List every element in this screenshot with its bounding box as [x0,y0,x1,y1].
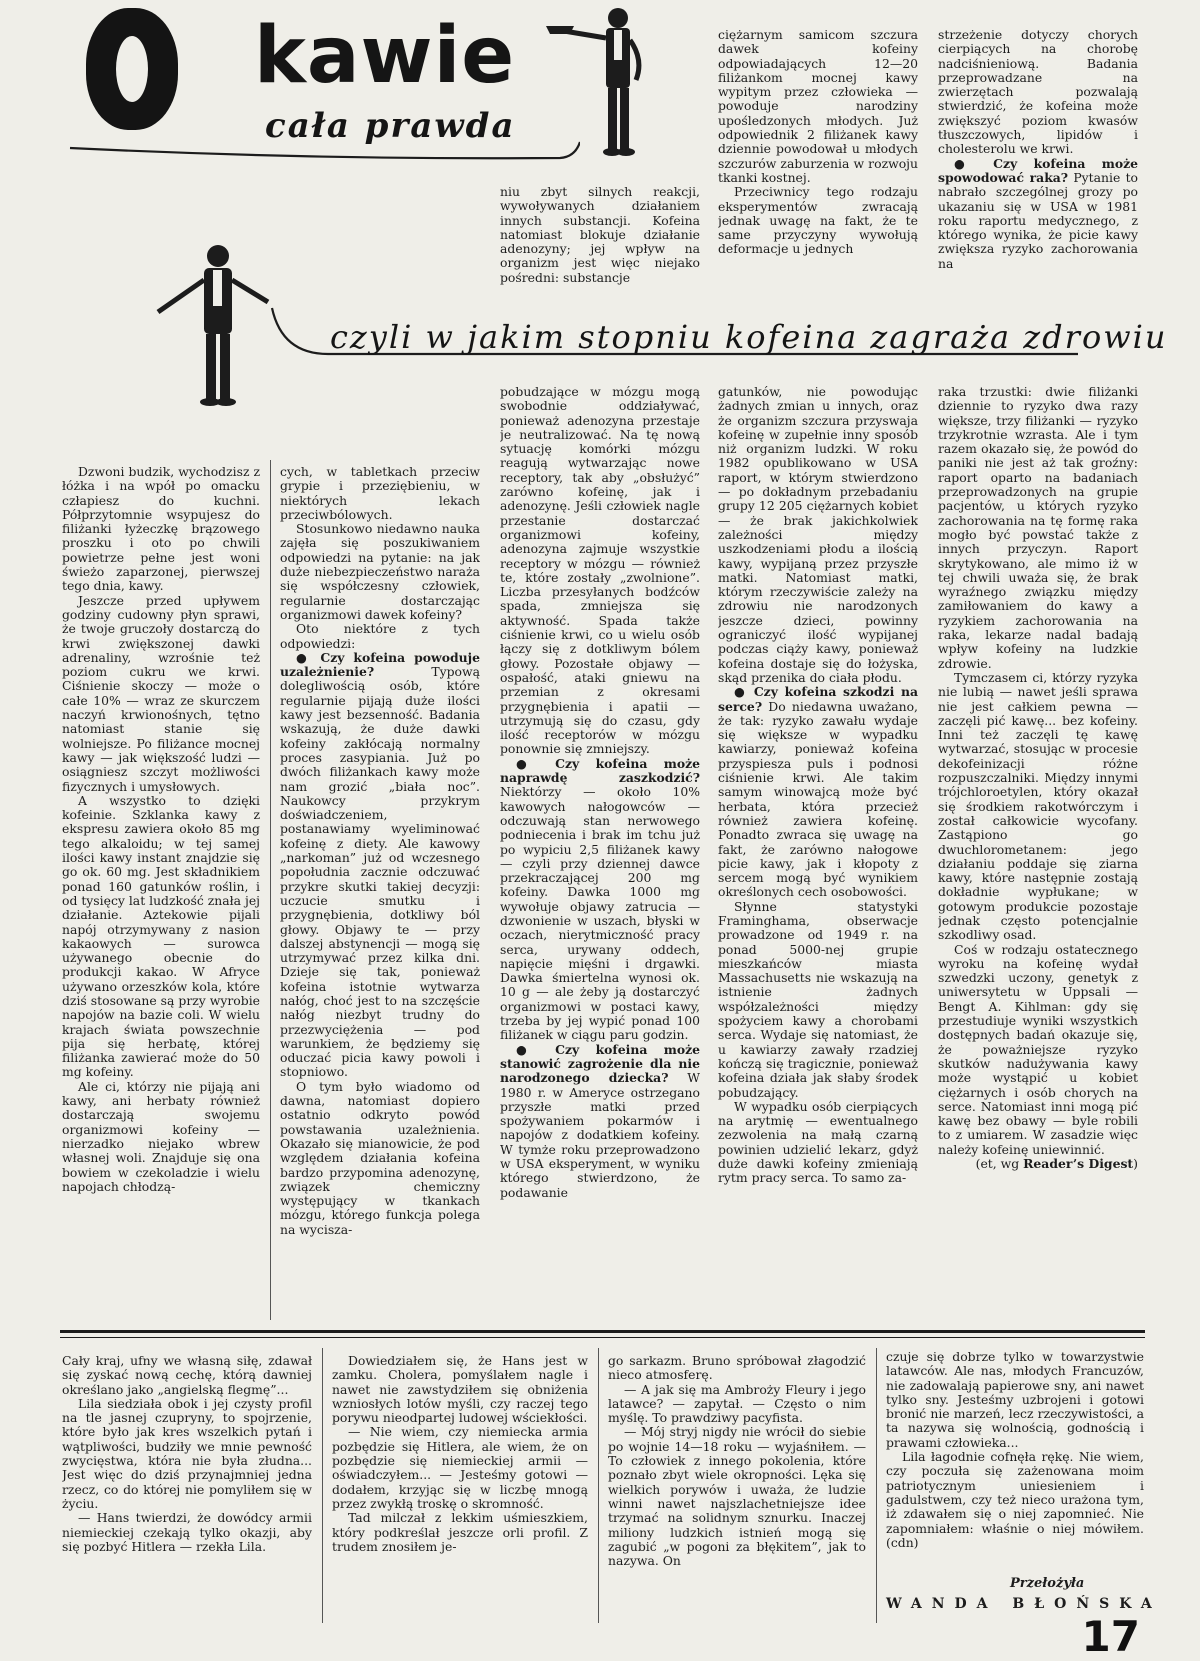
title-big-letter-o [86,8,178,130]
column-divider [876,1348,877,1623]
paragraph: Coś w rodzaju ostatecznego wyroku na kofeinę wydał szwedzki uczony, genetyk z uniwersytetu w Uppsali — Bengt A. Kihlman: gdy się przestudiuje wyniki wszystkich dostępnych badań okazuje się, że poważniejsze ryzyko skutków nadużywania kawy może wystąpić u kobiet ciężarnych i osób chorych na serce. Natomiast inni mogą pić kawę bez obawy — byle robili to z umiarem. W zasadzie więc należy kofeinę uniewinnić. [938,941,1138,1157]
question-heading: ● Czy kofeina powoduje uzależnienie? [280,649,480,680]
paragraph: Jeszcze przed upływem godziny cudowny płyn sprawi, że twoje gruczoły dostarczą do krwi zwiększonej dawki adrenaliny, wzrośnie też poziom cukru we krwi. Ciśnienie skoczy — może o całe 10% — wraz ze skurczem naczyń krwionośnych, tętno natomiast stanie się wolniejsze. Po filiżance mocnej kawy — jak większość ludzi — osiągniesz szczyt możliwości fizycznych i umysłowych. [62,592,260,794]
story-column-2 [332,1354,588,1624]
paragraph: Stosunkowo niedawno nauka zajęła się poszukiwaniem odpowiedzi na pytanie: na jak duże niebezpieczeństwo naraża się współczesny człowiek, regularnie dostarczając organizmowi dawek kofeiny? [280,521,480,622]
top-column-3 [500,185,700,285]
paragraph: Lila siedziała obok i jej czysty profil na tle jasnej czupryny, to spojrzenie, które było jak kres wszelkich pytań i wątpliwości, budziły we mnie pewność zwycięstwa, która nie była złudna... Jest więc do dziś przynajmniej jedna rzecz, co do której nie pomyliłem się w życiu. [62,1395,312,1511]
question-heading: ● Czy kofeina może stanowić zagrożenie dla nie narodzonego dziecka? [500,1041,700,1086]
paragraph: Ale ci, którzy nie pijają ani kawy, ani herbaty również dostarczają swojemu organizmowi kofeiny — nierzadko niejako wbrew własnej woli. Znajduje się ona bowiem w czekoladzie i wielu napojach chłodzą- [62,1078,260,1194]
paragraph: raka trzustki: dwie filiżanki dziennie to ryzyko dwa razy większe, trzy filiżanki — ryzyko trzykrotnie wzrasta. Ale i tym razem okazało się, że powód do paniki nie jest aż tak groźny: raport oparto na badaniach przeprowadzonych na grupie pacjentów, u których ryzyko zachorowania na tę formę raka mogło być powstać także z innych przyczyn. Raport skrytykowano, ale mimo iż w tej chwili uważa się, że brak wyraźnego związku między zamiłowaniem do kawy a ryzykiem zachorowania na raka, lekarze nadal badają wpływ kofeiny na ludzkie zdrowie. [938,385,1138,671]
paragraph: Dowiedziałem się, że Hans jest w zamku. Cholera, pomyślałem nagle i nawet nie zawstydziłem się obniżenia wzniosłych lotów myśli, czy raczej tego porywu nieodpartej ludowej wściekłości. [332,1354,588,1426]
story-column-4 [886,1350,1144,1574]
section-separator [60,1330,1145,1333]
paragraph: czuje się dobrze tylko w towarzystwie latawców. Ale nas, młodych Francuzów, nie zadowalają papierowe sny, ani nawet tylko sny. Jesteśmy uzbrojeni i gotowi bronić nie marzeń, lecz rzeczywistości, a ta nazywa się wolnością, godnością i prawami człowieka... [886,1350,1144,1450]
story-column-1 [62,1354,312,1624]
credit-line [938,1157,1138,1171]
credit-prefix: (et, wg [975,1156,1024,1172]
title-kawie: kawie [254,11,516,101]
paragraph: go sarkazm. Bruno spróbował złagodzić nieco atmosferę. [608,1354,866,1383]
paragraph: Cały kraj, ufny we własną siłę, zdawał się zyskać nową cechę, którą dawniej określano jako „angielską flegmę”... [62,1354,312,1397]
paragraph: Typową dolegliwością osób, które regularnie pijają duże ilości kawy jest bezsenność. Badania wskazują, że duże dawki kofeiny zakłócają normalny proces zasypiania. Już po dwóch filiżankach kawy może nam grozić „biała noc”. Naukowcy przykrym doświadczeniem, postanawiamy wyeliminować kofeinę z diety. Ale kawowy „narkoman” już od wczesnego popołudnia zacznie odczuwać przykre skutki takiej decyzji: uczucie smutku i przygnębienia, dotkliwy ból głowy. Objawy te — przy dalszej abstynencji — mogą się utrzymywać przez kilka dni. Dzieje się tak, ponieważ kofeina istotnie wytwarza nałóg, choć jest to na szczęście nałóg niezbyt trudny do przezwyciężenia — pod warunkiem, że będziemy się oduczać picia kawy powoli i stopniowo. [280,664,480,1080]
paragraph: Dzwoni budzik, wychodzisz z łóżka i na wpół po omacku człapiesz do kuchni. Półprzytomnie wsypujesz do filiżanki łyżeczkę brązowego proszku i oto po chwili powietrze pełne jest woni świeżo zaparzonej, pierwszej tego dnia, kawy. [62,465,260,594]
credit-source: Reader’s Digest [1023,1156,1134,1172]
paragraph: W 1980 r. w Ameryce ostrzegano przyszłe matki przed spożywaniem pokarmów i napojów z dodatkiem kofeiny. W tymże roku przeprowadzono w USA eksperyment, w wyniku którego stwierdzono, że podawanie [500,1070,700,1200]
paragraph: W wypadku osób cierpiących na arytmię — ewentualnego zezwolenia na małą czarną powinien udzielić lekarz, gdyż duże dawki kofeiny zmieniają rytm pracy serca. To samo za- [718,1098,918,1186]
top-column-5 [938,28,1138,290]
paragraph: — Mój stryj nigdy nie wrócił do siebie po wojnie 14—18 roku — wyjaśniłem. — To człowiek z innego pokolenia, które poznało zbyt wiele okropności. Lęka się wielkich porywów i uważa, że ludzie winni nawet najszlachetniejsze idee trzymać na solidnym sznurku. Inaczej miliony ludzkich istnień mogą się zagubić „w pogoni za błękitem”, jak to nazywa. On [608,1424,866,1569]
translator-name: WANDA BŁOŃSKA [886,1596,1162,1612]
article-subtitle: czyli w jakim stopniu kofeina zagraża zdrowiu [330,318,1168,356]
paragraph: — Hans twierdzi, że dowódcy armii niemieckiej czekają tylko okazji, aby się pozbyć Hitlera — rzekła Lila. [62,1510,312,1554]
question-heading: ● Czy kofeina szkodzi na serce? [718,684,918,714]
question-heading: ● Czy kofeina może spowodować raka? [938,155,1138,185]
credit-suffix: ) [1133,1156,1138,1172]
paragraph: Oto niektóre z tych odpowiedzi: [280,621,480,651]
paragraph: cych, w tabletkach przeciw grypie i przeziębieniu, w niektórych lekach przeciwbólowych. [280,465,480,522]
main-column-1 [62,465,260,1323]
column-divider [322,1348,323,1623]
column-divider [598,1348,599,1623]
paragraph: pobudzające w mózgu mogą swobodnie oddziaływać, ponieważ adenozyna przestaje je neutralizować. Na tę nową sytuację komórki mózgu reagują wytwarzając nowe receptory, tak aby „obsłużyć” zarówno kofeinę, jak i adenozynę. Jeśli człowiek nagle przestanie dostarczać organizmowi kofeiny, adenozyna zajmuje wszystkie receptory w mózgu — również te, które zostały „zwolnione”. Liczba przesyłanych bodźców spada, zmniejsza się aktywność. Spada także ciśnienie krwi, co u wielu osób łączy się z dotkliwym bólem głowy. Pozostałe objawy — ospałość, ataki gniewu na przemian z okresami przygnębienia i apatii — utrzymują się do czasu, gdy ilość receptorów w mózgu ponownie się zmniejszy. [500,385,700,757]
paragraph: niu zbyt silnych reakcji, wywoływanych działaniem innych substancji. Kofeina natomiast blokuje działanie adenozyny; jej wpływ na organizm jest więc niejako pośredni: substancje [500,185,700,285]
story-column-3 [608,1354,866,1624]
paragraph: ciężarnym samicom szczura dawek kofeiny odpowiadających 12—20 filiżankom mocnej kawy wypitym przez człowieka — powoduje narodziny upośledzonych młodych. Już odpowiednik 2 filiżanek kawy dziennie powodował u młodych szczurów zaburzenia w rozwoju tkanki kostnej. [718,28,918,185]
top-column-4 [718,28,918,290]
title-cala-prawda: cała prawda [265,106,516,146]
paragraph: Niektórzy — około 10% kawowych nałogowców — odczuwają stan nerwowego podniecenia i brak im tchu już po wypiciu 2,5 filiżanek kawy — czyli przy dziennej dawce przekraczającej 200 mg kofeiny. Dawka 1000 mg wywołuje objawy zatrucia — dzwonienie w uszach, błyski w oczach, nierytmiczność pracy serca, urywany oddech, napięcie mięśni i drgawki. Dawka śmiertelna wynosi ok. 10 g — ale żeby ją dostarczyć organizmowi w postaci kawy, trzeba by jej wypić ponad 100 filiżanek w ciągu paru godzin. [500,784,700,1043]
paragraph: Lila łagodnie cofnęła rękę. Nie wiem, czy poczuła się zażenowana moim patriotycznym uniesieniem i gadulstwem, czy też nieco urażona tym, iż zdawałem się o niej zapomnieć. Nie zapomniałem: właśnie o niej mówiłem. (cdn) [886,1449,1144,1550]
paragraph: Przeciwnicy tego rodzaju eksperymentów zwracają jednak uwagę na fakt, że te same przyczyny wywołują deformacje u jednych [718,184,918,257]
main-column-3 [500,385,700,1323]
paragraph: Pytanie to nabrało szczególnej grozy po ukazaniu się w USA w 1981 roku raportu medycznego, z którego wynika, że picie kawy zwiększa ryzyko zachorowania na [938,169,1138,271]
paragraph: strzeżenie dotyczy chorych cierpiących na chorobę nadciśnieniową. Badania przeprowadzane na zwierzętach pozwalają stwierdzić, że kofeina może zwiększyć poziom kwasów tłuszczowych, lipidów i cholesterolu we krwi. [938,28,1138,157]
translator-label: Przełożyła [1010,1576,1085,1591]
paragraph: Słynne statystyki Framinghama, obserwacje prowadzone od 1949 r. na ponad 5000-nej grupie mieszkańców miasta Massachusetts nie wskazują na istnienie żadnych współzależności między spożyciem kawy a chorobami serca. Wydaje się natomiast, że u kawiarzy zawały rzadziej kończą się tragicznie, ponieważ kofeina działa jak słaby środek pobudzający. [718,898,918,1100]
paragraph: A wszystko to dzięki kofeinie. Szklanka kawy z ekspresu zawiera około 85 mg tego alkaloidu; w tej samej ilości kawy instant znajdzie się go ok. 60 mg. Jest składnikiem ponad 160 gatunków roślin, i od tysięcy lat ludzkość znała jej działanie. Aztekowie pijali napój otrzymywany z nasion kakaowych — surowca używanego obecnie do produkcji kakao. W Afryce używano orzeszków kola, które dziś stosowane są przy wyrobie napojów na bazie coli. W wielu krajach świata powszechnie pija się herbatę, której filiżanka zawierać może do 50 mg kofeiny. [62,792,260,1080]
paragraph: — Nie wiem, czy niemiecka armia pozbędzie się Hitlera, ale wiem, że on pozbędzie się niemieckiej armii — oświadczyłem... — Jesteśmy gotowi — dodałem, krzyjąc się w liczbę mnogą przez zwykłą troskę o skromność. [332,1424,588,1511]
paragraph: gatunków, nie powodując żadnych zmian u innych, oraz że organizm szczura przyswaja kofeinę w zupełnie inny sposób niż organizm ludzki. W roku 1982 opublikowano w USA raport, w którym stwierdzono — po dokładnym przebadaniu grupy 12 205 ciężarnych kobiet — że brak jakichkolwiek zależności między uszkodzeniami płodu a ilością kawy, wypijaną przez przyszłe matki. Natomiast matki, którym rzeczywiście zależy na zdrowiu nie narodzonych jeszcze dzieci, powinny ograniczyć ilość wypijanej podczas ciąży kawy, ponieważ kofeina dostaje się do łożyska, skąd przenika do ciała płodu. [718,385,918,685]
header-frame [60,120,580,170]
paragraph: Tad milczał z lekkim uśmieszkiem, który podkreślał jeszcze orli profil. Z trudem znosiłem je- [332,1510,588,1554]
question-heading: ● Czy kofeina może naprawdę zaszkodzić? [500,755,700,786]
main-column-5 [938,385,1138,1323]
paragraph: — A jak się ma Ambroży Fleury i jego latawce? — zapytał. — Często o nim myślę. To prawdziwy pacyfista. [608,1381,866,1426]
paragraph: Tymczasem ci, którzy ryzyka nie lubią — nawet jeśli sprawa nie jest całkiem pewna — zaczęli pić kawę... bez kofeiny. Inni też zaczęli tę kawę wytwarzać, stosując w procesie dekofeinizacji różne rozpuszczalniki. Między innymi trójchloroetylen, który okazał się środkiem rakotwórczym i został całkowicie wycofany. Zastąpiono go dwuchlorometanem: jego działaniu poddaje się ziarna kawy, które następnie zostają dokładnie wypłukane; w gotowym produkcie pozostaje jednak często potencjalnie szkodliwy osad. [938,669,1138,943]
column-divider [270,460,271,1320]
main-column-2 [280,465,480,1323]
section-separator-thin [60,1337,1145,1338]
paragraph: O tym było wiadomo od dawna, natomiast dopiero ostatnio odkryto powód powstawania uzależnienia. Okazało się mianowicie, że pod względem działania kofeina bardzo przypomina adenozynę, związek chemiczny występujący w tkankach mózgu, którego funkcja polega na wycisza- [280,1078,480,1237]
paragraph: Do niedawna uważano, że tak: ryzyko zawału wydaje się większe w wypadku kawiarzy, ponieważ kofeina przyspiesza puls i podnosi ciśnienie krwi. Ale takim samym winowajcą może być herbata, która przecież również zawiera kofeinę. Ponadto zwraca się uwagę na fakt, że zarówno nałogowe picie kawy, jak i kłopoty z sercem mogą być wynikiem określonych cech osobowości. [718,698,918,900]
page-number: 17 [1081,1612,1140,1661]
waiter-illustration-top [540,4,670,164]
main-column-4 [718,385,918,1323]
